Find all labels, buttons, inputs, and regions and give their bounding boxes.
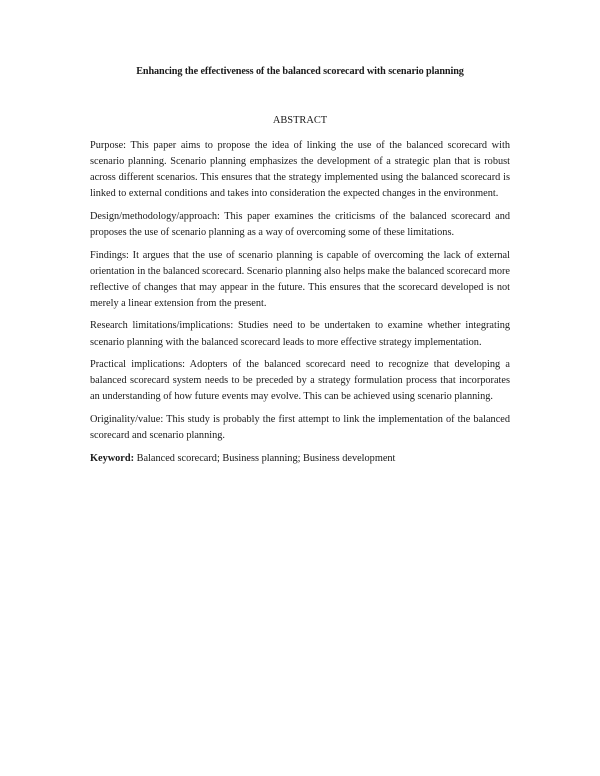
keywords-line [90,451,510,467]
keywords-label: Keyword: [90,452,135,464]
paper-title: Enhancing the effectiveness of the balanced scorecard with scenario planning [136,66,464,77]
abstract-practical-implications-paragraph: Practical implications: Adopters of the balanced scorecard need to recognize that developing a balanced scorecard system needs to be preceded by a strategy formulation process that incorporates an understanding of how future events may evolve. This can be achieved using scenario planning. [90,359,510,403]
keywords-text: Balanced scorecard; Business planning; Business development [134,452,396,464]
abstract-design-paragraph: Design/methodology/approach: This paper examines the criticisms of the balanced scorecard and proposes the use of scenario planning as a way of overcoming some of these limitations. [90,210,510,238]
abstract-findings-paragraph: Findings: It argues that the use of scenario planning is capable of overcoming the lack of external orientation in the balanced scorecard. Scenario planning also helps make the balanced scorecard more reflective of changes that may appear in the future. This ensures that the scorecard developed is not merely a linear extension from the present. [90,249,510,309]
abstract-purpose-paragraph: Purpose: This paper aims to propose the idea of linking the use of the balanced scorecard with scenario planning. Scenario planning emphasizes the development of a strategic plan that is robust across different scenarios. This ensures that the strategy implemented using the balanced scorecard is linked to external conditions and takes into consideration the expected changes in the environment. [90,140,510,200]
abstract-heading: ABSTRACT [272,115,328,126]
abstract-body [90,138,510,473]
abstract-originality-paragraph: Originality/value: This study is probably the first attempt to link the implementation of the balanced scorecard and scenario planning. [90,413,510,441]
abstract-research-limitations-paragraph: Research limitations/implications: Studies need to be undertaken to examine whether integrating scenario planning with the balanced scorecard leads to more effective strategy implementation. [90,320,510,348]
